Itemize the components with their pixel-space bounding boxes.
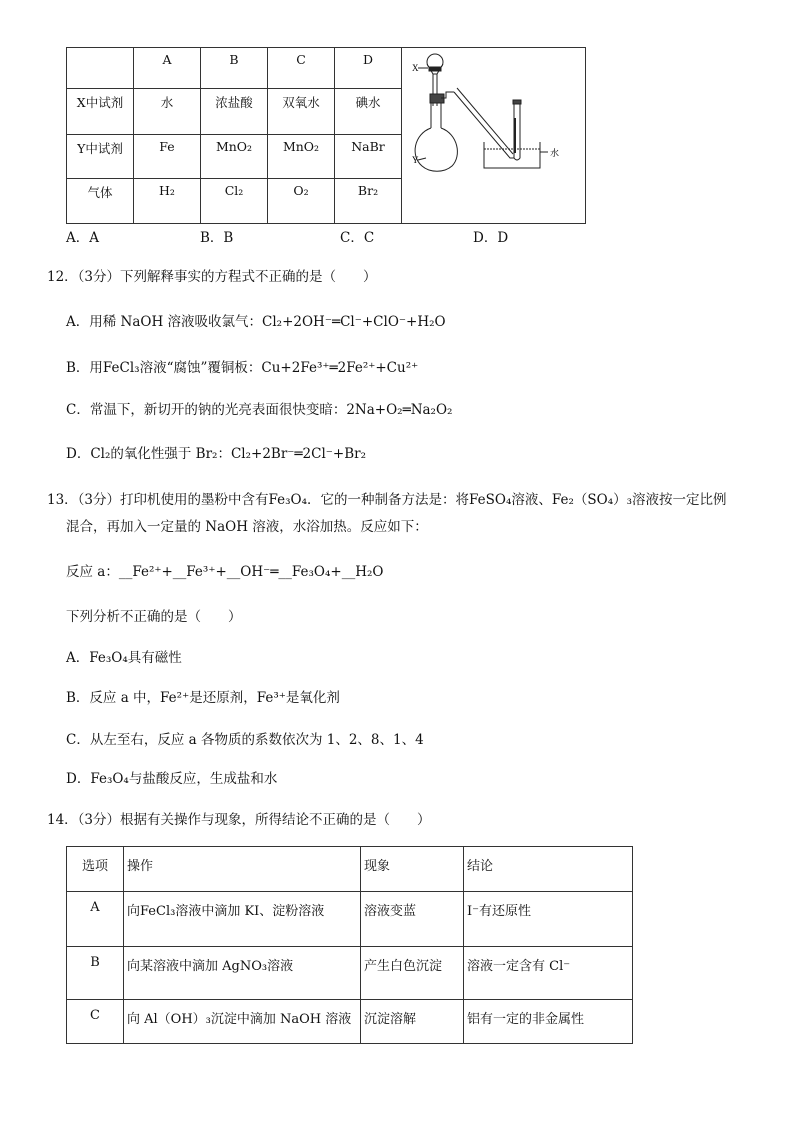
q11-option-d[interactable]: D．D — [473, 230, 509, 246]
q13-stem-line2: 混合，再加入一定量的 NaOH 溶液，水浴加热。反应如下： — [66, 519, 428, 535]
q13-option-d[interactable]: D．Fe₃O₄与盐酸反应，生成盐和水 — [66, 771, 278, 787]
header-cell: 结论 — [464, 847, 633, 892]
header-cell: 选项 — [67, 847, 124, 892]
apparatus-cell — [402, 48, 586, 224]
table-row — [67, 947, 633, 1000]
q12-option-d[interactable]: D．Cl₂的氧化性强于 Br₂：Cl₂+2Br⁻═2Cl⁻+Br₂ — [66, 446, 367, 462]
row-label: X中试剂 — [67, 89, 134, 135]
label-water: 水 — [550, 149, 560, 159]
operation-cell: 向某溶液中滴加 AgNO₃溶液 — [124, 947, 361, 1000]
header-cell: A — [134, 48, 201, 89]
q12-option-b[interactable]: B．用FeCl₃溶液“腐蚀”覆铜板：Cu+2Fe³⁺═2Fe²⁺+Cu²⁺ — [66, 360, 419, 376]
header-cell: 操作 — [124, 847, 361, 892]
q13-sub-stem: 下列分析不正确的是（ ） — [66, 609, 242, 625]
table-cell: 水 — [134, 89, 201, 135]
q12-option-c[interactable]: C．常温下，新切开的钠的光亮表面很快变暗：2Na+O₂═Na₂O₂ — [66, 402, 453, 418]
table-row — [67, 892, 633, 947]
row-label: Y中试剂 — [67, 135, 134, 179]
apparatus-diagram — [402, 48, 585, 222]
q12-stem: 12．（3分）下列解释事实的方程式不正确的是（ ） — [47, 269, 377, 285]
q14-stem: 14．（3分）根据有关操作与现象，所得结论不正确的是（ ） — [47, 812, 431, 828]
q11-option-c[interactable]: C．C — [340, 230, 375, 246]
phenomenon-cell: 溶液变蓝 — [361, 892, 464, 947]
q11-option-b[interactable]: B．B — [200, 230, 234, 246]
table-cell: MnO₂ — [201, 135, 268, 179]
option-cell: B — [67, 947, 124, 1000]
label-x: X — [412, 63, 419, 73]
q13-option-a[interactable]: A．Fe₃O₄具有磁性 — [66, 650, 182, 666]
phenomenon-cell: 产生白色沉淀 — [361, 947, 464, 1000]
conclusion-cell: I⁻有还原性 — [464, 892, 633, 947]
option-cell: C — [67, 1000, 124, 1044]
table-cell: NaBr — [335, 135, 402, 179]
operation-cell: 向FeCl₃溶液中滴加 KI、淀粉溶液 — [124, 892, 361, 947]
reagent-table — [66, 47, 586, 224]
q12-option-a[interactable]: A．用稀 NaOH 溶液吸收氯气：Cl₂+2OH⁻═Cl⁻+ClO⁻+H₂O — [66, 314, 446, 330]
header-cell — [67, 48, 134, 89]
table-cell: Br₂ — [335, 179, 402, 224]
q13-stem-line1: 13．（3分）打印机使用的墨粉中含有Fe₃O₄．它的一种制备方法是：将FeSO₄溶液、Fe₂（SO₄）₃溶液按一定比例 — [47, 492, 727, 508]
header-cell: B — [201, 48, 268, 89]
header-cell: C — [268, 48, 335, 89]
table-cell: MnO₂ — [268, 135, 335, 179]
header-cell: D — [335, 48, 402, 89]
table-cell: 浓盐酸 — [201, 89, 268, 135]
table-cell: Fe — [134, 135, 201, 179]
table-cell: 碘水 — [335, 89, 402, 135]
table-header-row — [67, 847, 633, 892]
table-header-row — [67, 48, 586, 89]
option-cell: A — [67, 892, 124, 947]
label-y: Y — [412, 155, 419, 165]
table-cell: Cl₂ — [201, 179, 268, 224]
operation-cell: 向 Al（OH）₃沉淀中滴加 NaOH 溶液 — [124, 1000, 361, 1044]
conclusion-cell: 铝有一定的非金属性 — [464, 1000, 633, 1044]
row-label: 气体 — [67, 179, 134, 224]
q13-option-c[interactable]: C．从左至右，反应 a 各物质的系数依次为 1、2、8、1、4 — [66, 732, 424, 748]
table-row — [67, 1000, 633, 1044]
phenomenon-cell: 沉淀溶解 — [361, 1000, 464, 1044]
table-cell: 双氧水 — [268, 89, 335, 135]
table-cell: O₂ — [268, 179, 335, 224]
q11-option-a[interactable]: A．A — [66, 230, 99, 246]
q13-reaction: 反应 a：__Fe²⁺+__Fe³⁺+__OH⁻═__Fe₃O₄+__H₂O — [66, 564, 384, 580]
table-cell: H₂ — [134, 179, 201, 224]
conclusion-cell: 溶液一定含有 Cl⁻ — [464, 947, 633, 1000]
q13-option-b[interactable]: B．反应 a 中，Fe²⁺是还原剂，Fe³⁺是氧化剂 — [66, 690, 340, 706]
q14-table — [66, 846, 633, 1044]
header-cell: 现象 — [361, 847, 464, 892]
